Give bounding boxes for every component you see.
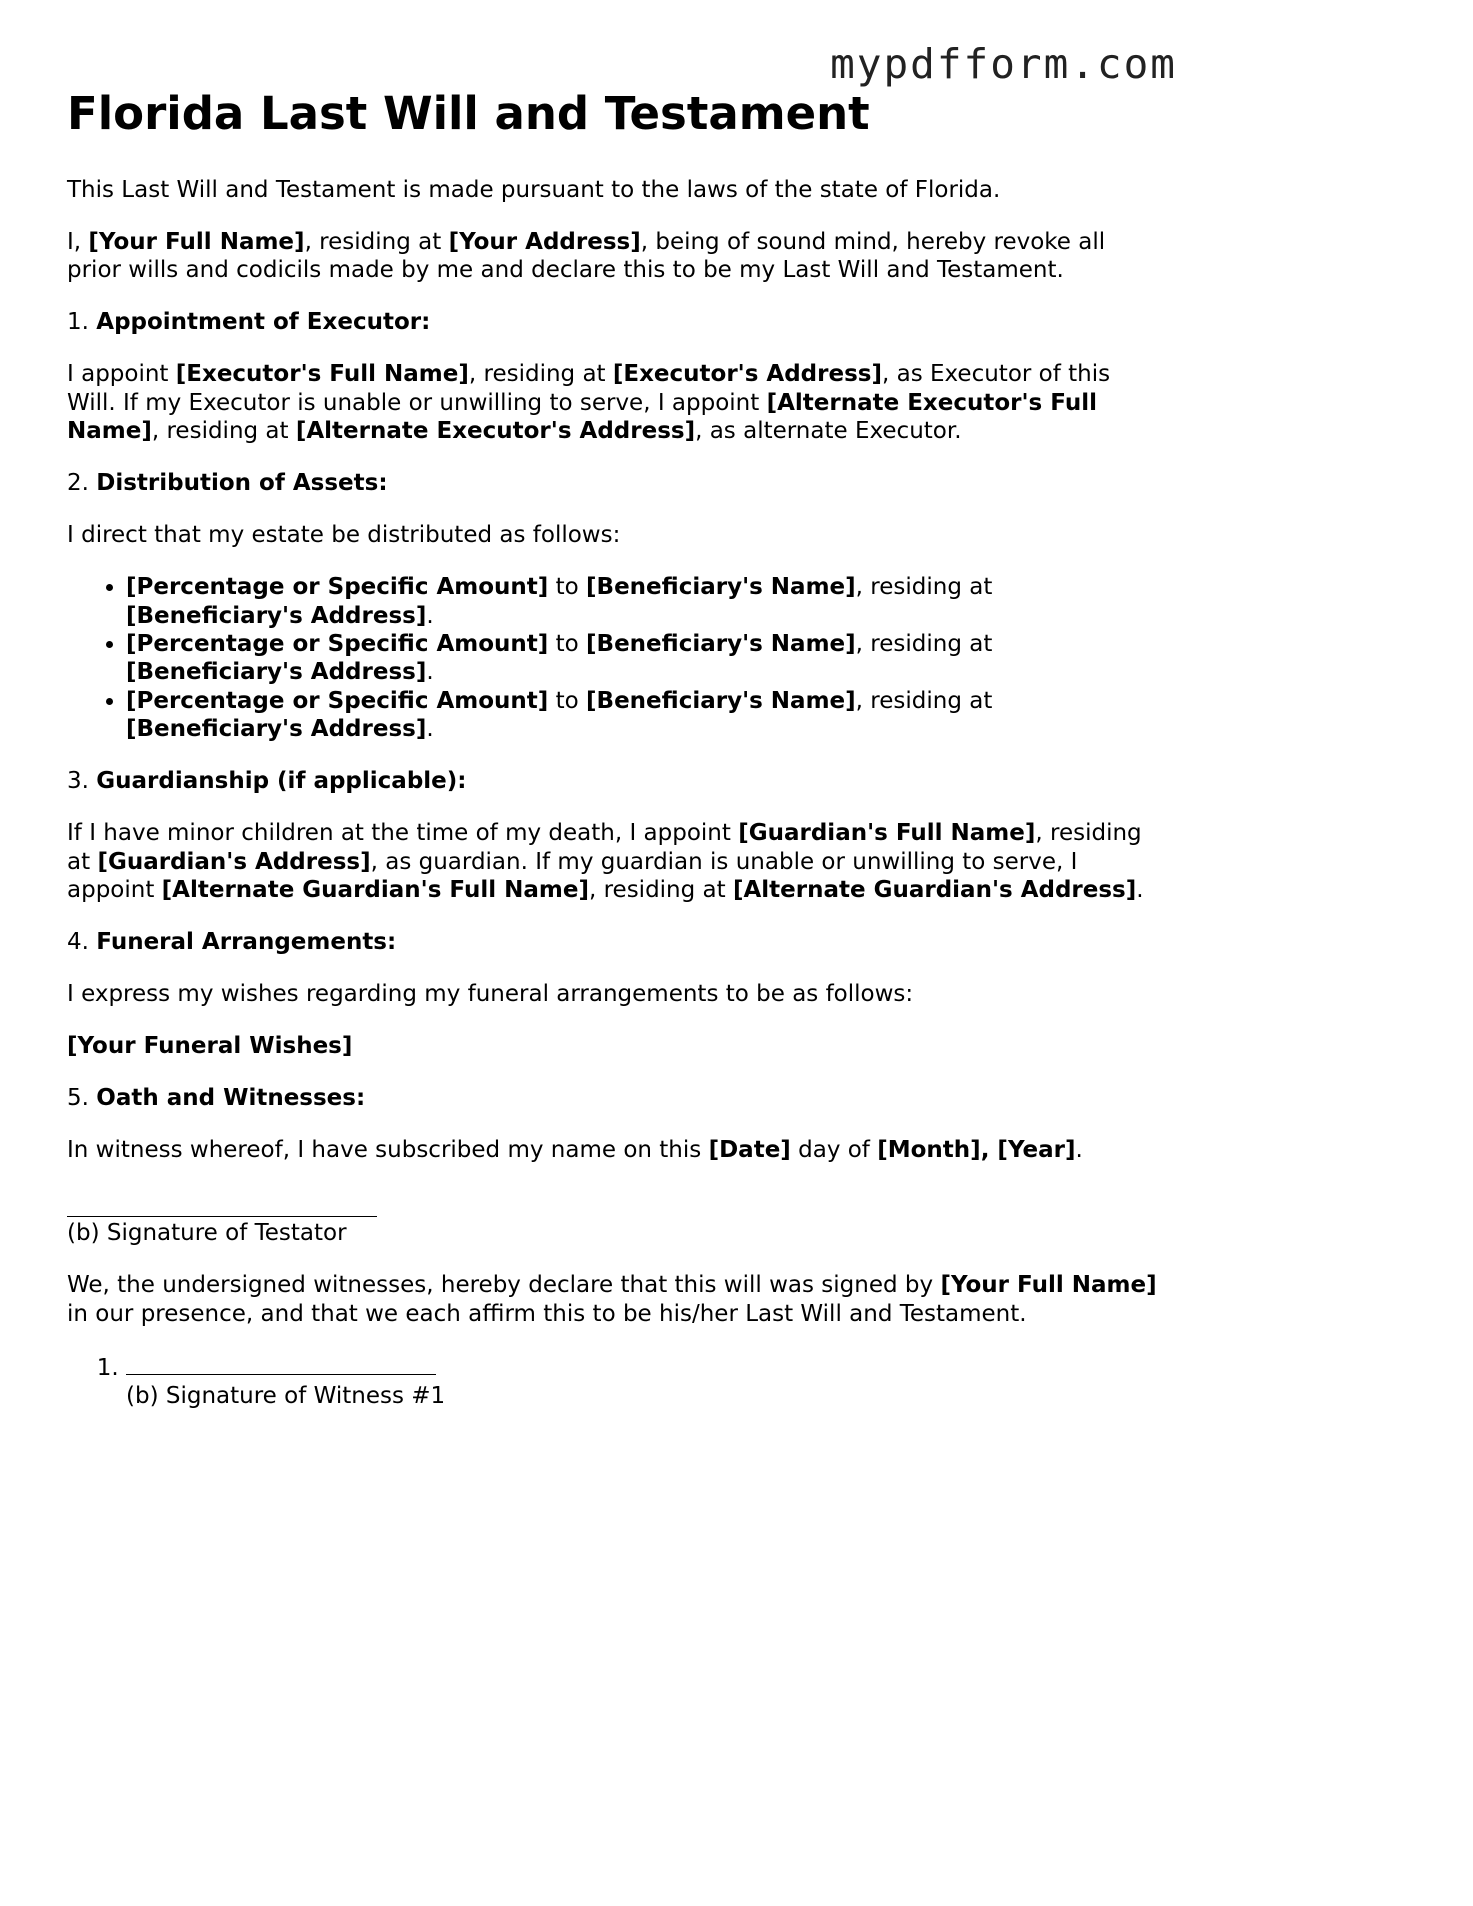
section-heading-funeral: 4. Funeral Arrangements: <box>67 929 397 956</box>
placeholder-executor-name: [Executor's Full Name] <box>175 361 469 388</box>
placeholder-alt-executor-address: [Alternate Executor's Address] <box>295 418 696 445</box>
executor-paragraph: I appoint [Executor's Full Name], residing at [Executor's Address], as Executor of this Will. If my Executor is unable or unwilling to serve, I appoint [Alternate Executor's Full Name], residing at [Alternate Executor's Address], as alternate Executor. <box>67 361 1111 445</box>
placeholder-witness-your-full-name: [Your Full Name] <box>940 1272 1157 1299</box>
list-item: • [Percentage or Specific Amount] to [Beneficiary's Name], residing at [Beneficiary's Address]. <box>126 630 1157 687</box>
intro-paragraph: This Last Will and Testament is made pursuant to the laws of the state of Florida. <box>67 177 1001 203</box>
section-heading-guardianship: 3. Guardianship (if applicable): <box>67 768 467 795</box>
placeholder-executor-address: [Executor's Address] <box>612 361 882 388</box>
section-heading-executor: 1. Appointment of Executor: <box>67 309 431 336</box>
placeholder-alt-guardian-name: [Alternate Guardian's Full Name] <box>161 877 589 904</box>
placeholder-alt-executor-name: [Alternate Executor's Full Name] <box>67 389 1097 445</box>
placeholder-month-year: [Month], [Year] <box>877 1137 1076 1164</box>
placeholder-alt-guardian-address: [Alternate Guardian's Address] <box>732 877 1137 904</box>
witness-list <box>67 1352 1157 1411</box>
document-title: Florida Last Will and Testament <box>67 87 870 140</box>
list-item: • [Percentage or Specific Amount] to [Beneficiary's Name], residing at [Beneficiary's Address]. <box>126 573 1157 630</box>
witness-1-signature-line[interactable] <box>126 1352 436 1375</box>
distribution-lead: I direct that my estate be distributed as follows: <box>67 522 621 549</box>
witness-declaration-paragraph: We, the undersigned witnesses, hereby declare that this will was signed by [Your Full Name] in our presence, and that we each affirm this to be his/her Last Will and Testament. <box>67 1272 1157 1327</box>
testator-signature-line[interactable] <box>67 1192 377 1217</box>
placeholder-guardian-name: [Guardian's Full Name] <box>738 820 1036 847</box>
list-item <box>126 1352 1157 1411</box>
document-page <box>67 0 1157 1411</box>
beneficiary-list <box>67 573 1157 743</box>
placeholder-your-address: [Your Address] <box>448 229 641 255</box>
placeholder-your-full-name: [Your Full Name] <box>88 229 305 255</box>
section-heading-distribution: 2. Distribution of Assets: <box>67 470 388 497</box>
section-heading-oath: 5. Oath and Witnesses: <box>67 1085 366 1112</box>
declaration-paragraph: I, [Your Full Name], residing at [Your Address], being of sound mind, hereby revoke all prior wills and codicils made by me and declare this to be my Last Will and Testament. <box>67 229 1106 284</box>
funeral-lead: I express my wishes regarding my funeral arrangements to be as follows: <box>67 981 914 1008</box>
watermark: mypdfform.com <box>830 40 1177 88</box>
placeholder-date: [Date] <box>708 1137 791 1164</box>
witness-1-signature-caption: (b) Signature of Witness #1 <box>126 1383 446 1410</box>
placeholder-funeral-wishes: [Your Funeral Wishes] <box>67 1033 353 1060</box>
list-item: • [Percentage or Specific Amount] to [Beneficiary's Name], residing at [Beneficiary's Address]. <box>126 687 1157 744</box>
guardianship-paragraph: If I have minor children at the time of my death, I appoint [Guardian's Full Name], residing at [Guardian's Address], as guardian. If my guardian is unable or unwilling to serve, I appoint [Alternate Guardian's Full Name], residing at [Alternate Guardian's Address]. <box>67 820 1144 904</box>
oath-paragraph: In witness whereof, I have subscribed my name on this [Date] day of [Month], [Year]. <box>67 1137 1083 1164</box>
placeholder-guardian-address: [Guardian's Address] <box>97 848 371 875</box>
testator-signature-caption: (b) Signature of Testator <box>67 1220 347 1247</box>
